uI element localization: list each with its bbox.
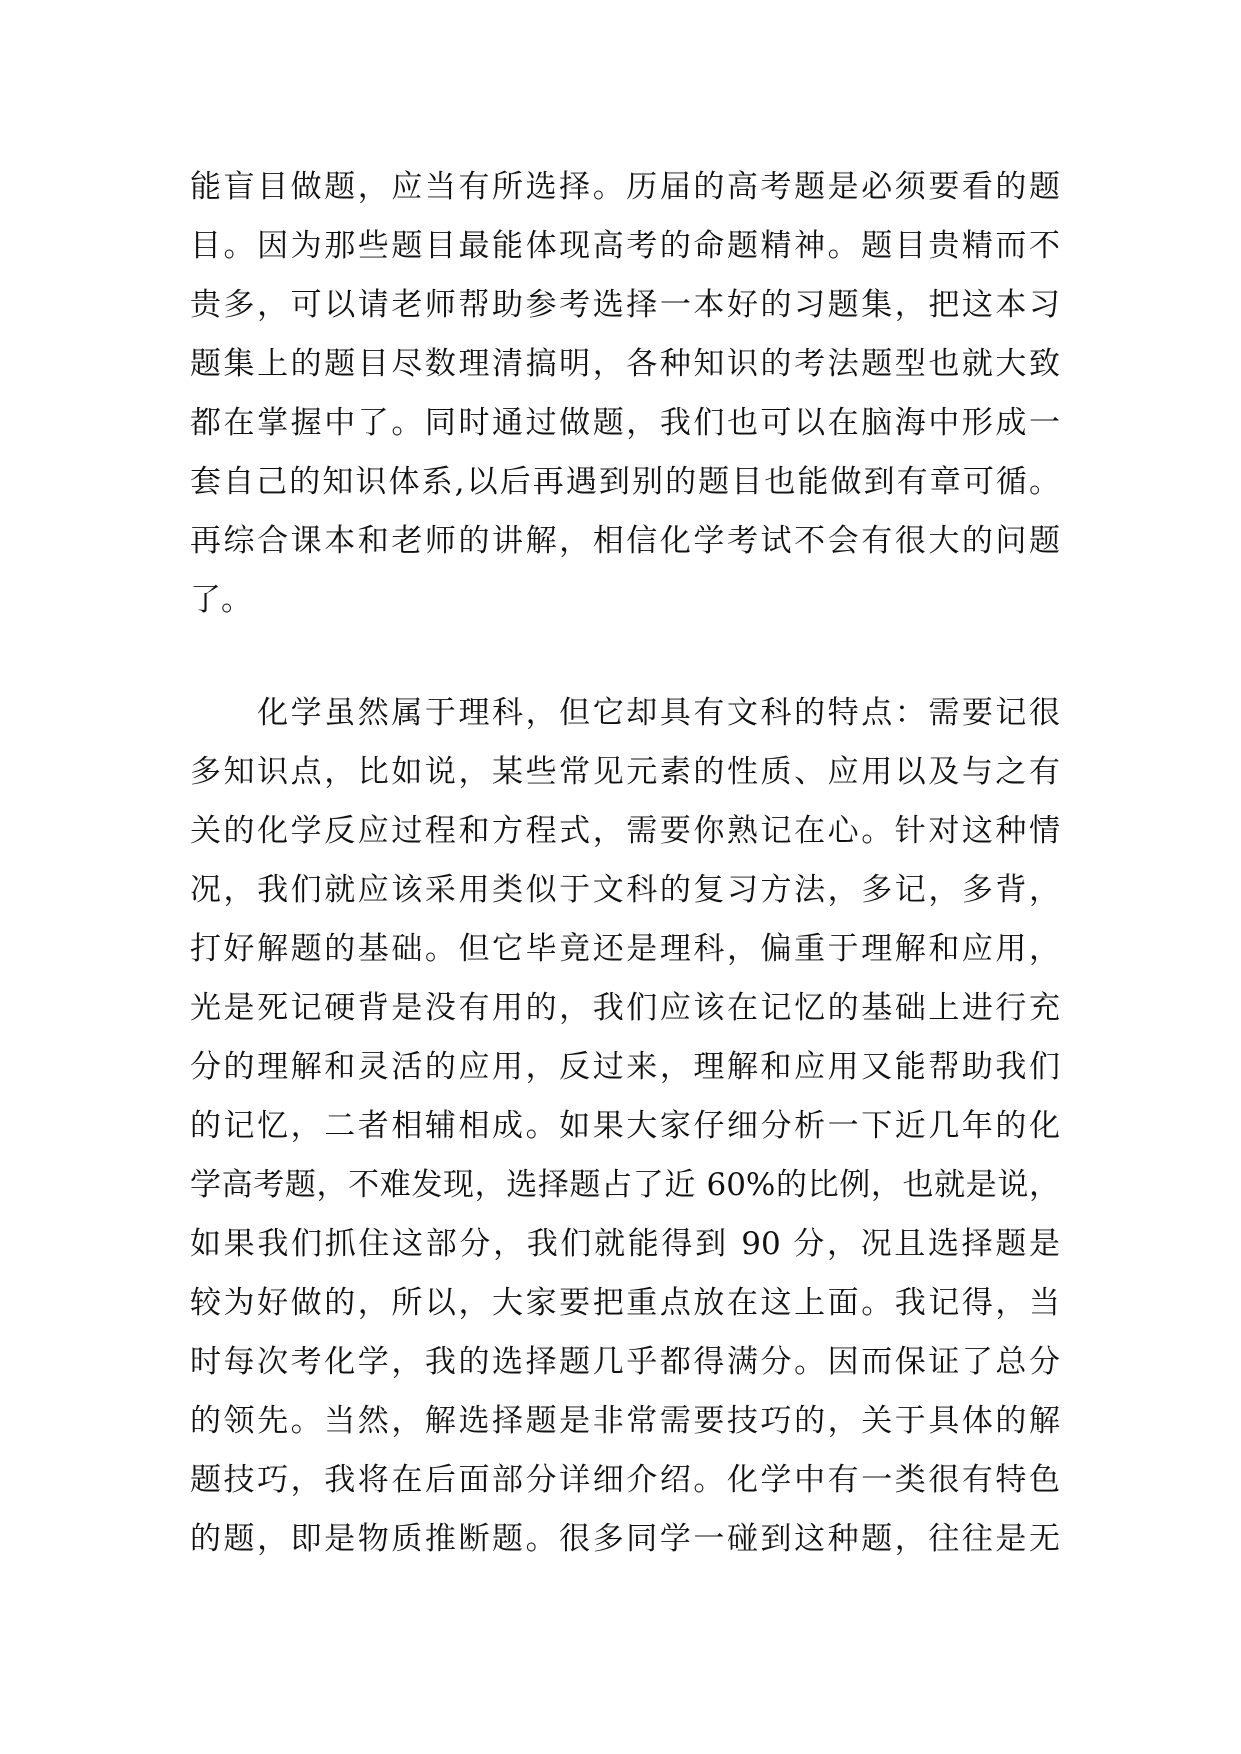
text-line: 再综合课本和老师的讲解，相信化学考试不会有很大的问题: [190, 523, 1060, 559]
text-line: 分的理解和灵活的应用，反过来，理解和应用又能帮助我们: [190, 1049, 1060, 1085]
paragraph: [190, 684, 1060, 1569]
text-line: 多知识点，比如说，某些常见元素的性质、应用以及与之有: [190, 754, 1060, 790]
text-line: 的记忆，二者相辅相成。如果大家仔细分析一下近几年的化: [190, 1108, 1060, 1144]
text-line: 化学虽然属于理科，但它却具有文科的特点：需要记很: [190, 695, 1060, 731]
text-line: 况，我们就应该采用类似于文科的复习方法，多记，多背，: [190, 872, 1060, 908]
text-line: 能盲目做题，应当有所选择。历届的高考题是必须要看的题: [190, 169, 1060, 205]
text-line: 题技巧，我将在后面部分详细介绍。化学中有一类很有特色: [190, 1462, 1060, 1498]
text-line: 光是死记硬背是没有用的，我们应该在记忆的基础上进行充: [190, 990, 1060, 1026]
text-line: 的题，即是物质推断题。很多同学一碰到这种题，往往是无: [190, 1521, 1060, 1557]
text-line: 时每次考化学，我的选择题几乎都得满分。因而保证了总分: [190, 1344, 1060, 1380]
text-line: 目。因为那些题目最能体现高考的命题精神。题目贵精而不: [190, 228, 1060, 264]
text-line: 都在掌握中了。同时通过做题，我们也可以在脑海中形成一: [190, 405, 1060, 441]
text-line: 如果我们抓住这部分，我们就能得到 90 分，况且选择题是: [190, 1226, 1060, 1262]
text-line: 关的化学反应过程和方程式，需要你熟记在心。针对这种情: [190, 813, 1060, 849]
text-line: 打好解题的基础。但它毕竟还是理科，偏重于理解和应用，: [190, 931, 1060, 967]
paragraph: [190, 158, 1060, 630]
text-line: 贵多，可以请老师帮助参考选择一本好的习题集，把这本习: [190, 287, 1060, 323]
text-line: 题集上的题目尽数理清搞明，各种知识的考法题型也就大致: [190, 346, 1060, 382]
text-line: 了。: [190, 582, 252, 618]
text-line: 的领先。当然，解选择题是非常需要技巧的，关于具体的解: [190, 1403, 1060, 1439]
text-line: 学高考题，不难发现，选择题占了近 60%的比例，也就是说，: [190, 1167, 1060, 1203]
text-line: 套自己的知识体系,以后再遇到别的题目也能做到有章可循。: [190, 464, 1060, 500]
text-line: 较为好做的，所以，大家要把重点放在这上面。我记得，当: [190, 1285, 1060, 1321]
